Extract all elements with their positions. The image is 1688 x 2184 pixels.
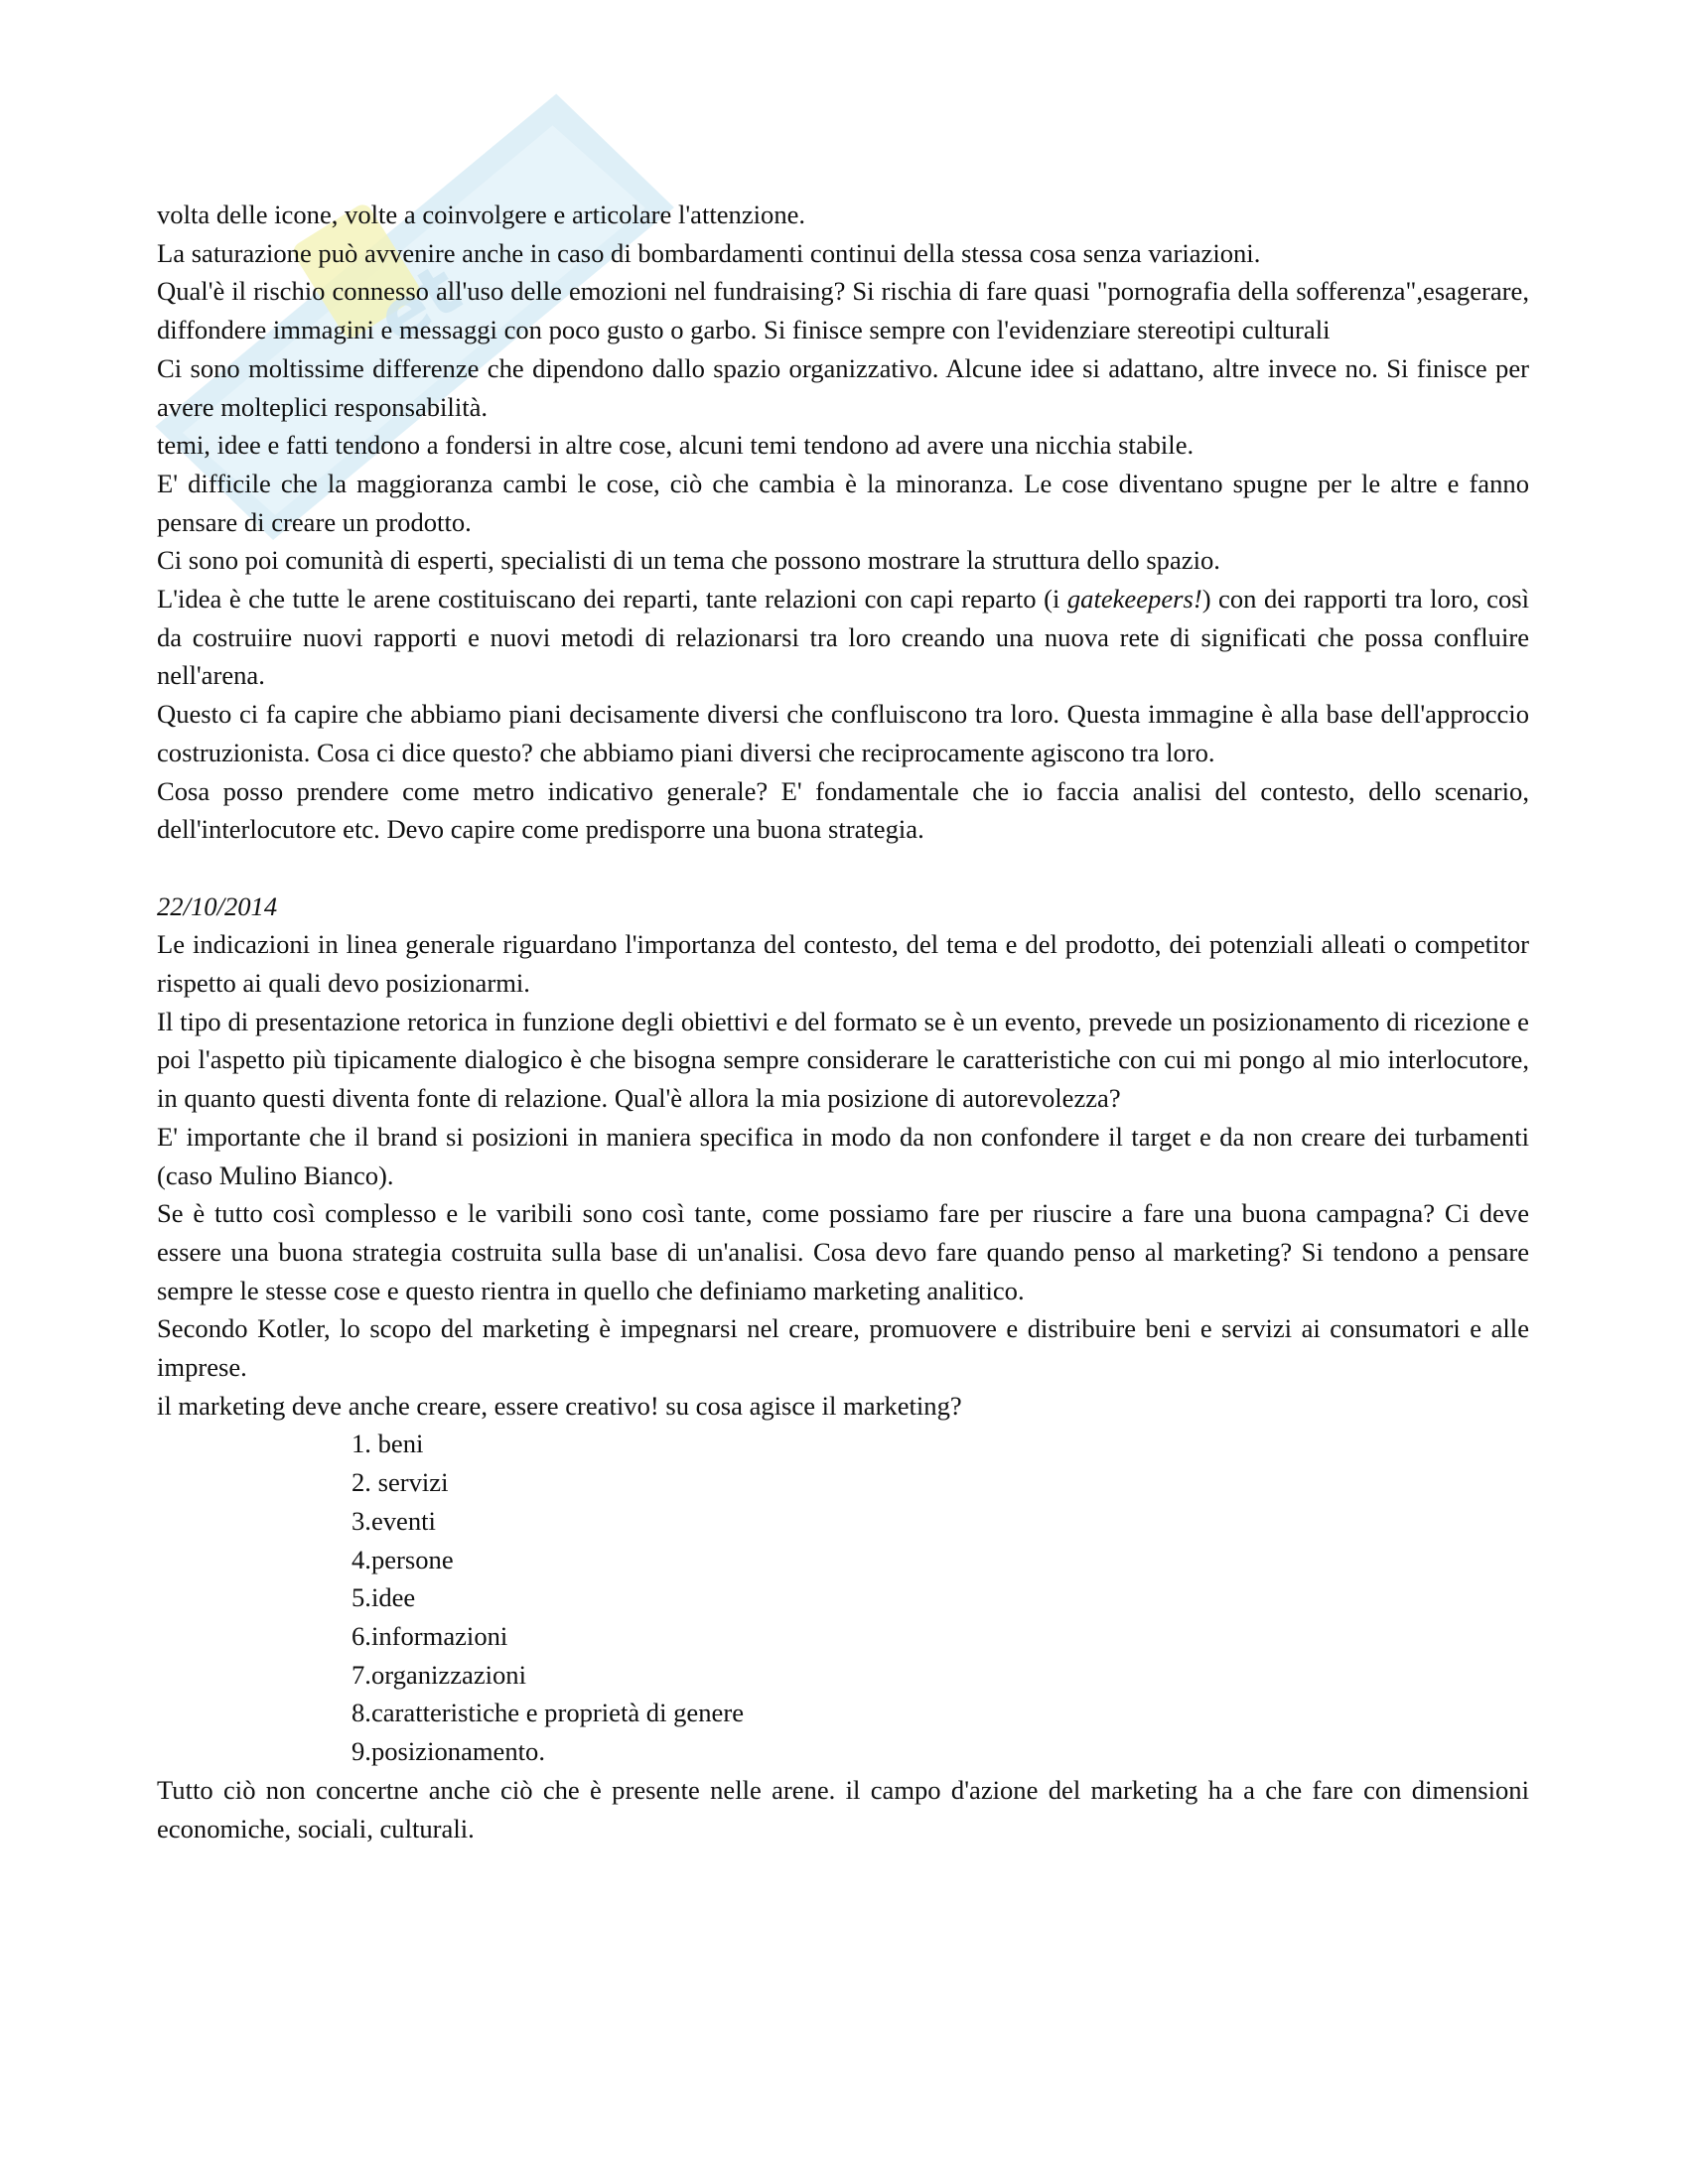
paragraph: il marketing deve anche creare, essere creativo! su cosa agisce il marketing? [157, 1390, 962, 1421]
paragraph: Il tipo di presentazione retorica in funzione degli obiettivi e del formato se è un evento, prevede un posizionamento di ricezione e poi l'aspetto più tipicamente dialogico è che bisogna sempre considerare le caratteristiche con cui mi pongo al mio interlocutore, in quanto questi diventa fonte di relazione. Qual'è allora la mia posizione di autorevolezza? [157, 1006, 1529, 1114]
list-item: 5.idee [352, 1582, 416, 1613]
paragraph: Ci sono poi comunità di esperti, specialisti di un tema che possono mostrare la struttura dello spazio. [157, 545, 1220, 576]
paragraph: Le indicazioni in linea generale riguardano l'importanza del contesto, del tema e del prodotto, dei potenziali alleati o competitor rispetto ai quali devo posizionarmi. [157, 929, 1529, 999]
paragraph [157, 580, 1529, 695]
paragraph: Ci sono moltissime differenze che dipendono dallo spazio organizzativo. Alcune idee si adattano, altre invece no. Si finisce per avere molteplici responsabilità. [157, 352, 1529, 422]
paragraph-text: ) con dei rapporti tra loro, così da costruiire nuovi rapporti e nuovi metodi di relazionarsi tra loro creando una nuova rete di significati che possa confluire nell'arena. [157, 584, 1529, 691]
paragraph: E' difficile che la maggioranza cambi le cose, ciò che cambia è la minoranza. Le cose diventano spugne per le altre e fanno pensare di creare un prodotto. [157, 468, 1529, 537]
list-item: 7.organizzazioni [352, 1659, 526, 1690]
list-item: 4.persone [352, 1544, 454, 1574]
paragraph: Se è tutto così complesso e le varibili sono così tante, come possiamo fare per riuscire a fare una buona campagna? Ci deve essere una buona strategia costruita sulla base di un'analisi. Cosa devo fare quando penso al marketing? Si tendono a pensare sempre le stesse cose e questo rientra in quello che definiamo marketing analitico. [157, 1198, 1529, 1305]
document-body [157, 196, 1529, 1847]
paragraph: Secondo Kotler, lo scopo del marketing è impegnarsi nel creare, promuovere e distribuire beni e servizi ai consumatori e alle imprese. [157, 1313, 1529, 1383]
paragraph: Cosa posso prendere come metro indicativo generale? E' fondamentale che io faccia analisi del contesto, dello scenario, dell'interlocutore etc. Devo capire come predisporre una buona strategia. [157, 775, 1529, 845]
list-item: 2. servizi [352, 1467, 449, 1498]
list-item: 1. beni [352, 1429, 424, 1459]
list-item: 3.eventi [352, 1505, 436, 1536]
list-item: 9.posizionamento. [352, 1736, 545, 1767]
blank-line [157, 849, 1529, 887]
paragraph: Tutto ciò non concertne anche ciò che è presente nelle arene. il campo d'azione del marketing ha a che fare con dimensioni economiche, sociali, culturali. [157, 1774, 1529, 1843]
svg-text:et: et [362, 247, 475, 360]
list-item: 6.informazioni [352, 1621, 508, 1651]
paragraph-text: L'idea è che tutte le arene costituiscano dei reparti, tante relazioni con capi reparto (i [157, 584, 1067, 614]
list-item: 8.caratteristiche e proprietà di genere [352, 1698, 744, 1728]
paragraph: E' importante che il brand si posizioni in maniera specifica in modo da non confondere il target e da non creare dei turbamenti (caso Mulino Bianco). [157, 1121, 1529, 1190]
paragraph: Qual'è il rischio connesso all'uso delle emozioni nel fundraising? Si rischia di fare quasi "pornografia della sofferenza",esagerare, diffondere immagini e messaggi con poco gusto o garbo. Si finisce sempre con l'evidenziare stereotipi culturali [157, 276, 1529, 345]
paragraph: temi, idee e fatti tendono a fondersi in altre cose, alcuni temi tendono ad avere una nicchia stabile. [157, 430, 1195, 461]
emphasis-gatekeepers: gatekeepers! [1066, 584, 1202, 614]
paragraph: volta delle icone, volte a coinvolgere e articolare l'attenzione. [157, 200, 806, 229]
paragraph: La saturazione può avvenire anche in caso di bombardamenti continui della stessa cosa senza variazioni. [157, 237, 1261, 268]
section-date: 22/10/2014 [157, 890, 278, 921]
marketing-objects-list [157, 1425, 1529, 1770]
paragraph: Questo ci fa capire che abbiamo piani decisamente diversi che confluiscono tra loro. Questa immagine è alla base dell'approccio costruzionista. Cosa ci dice questo? che abbiamo piani diversi che reciprocamente agiscono tra loro. [157, 699, 1529, 767]
